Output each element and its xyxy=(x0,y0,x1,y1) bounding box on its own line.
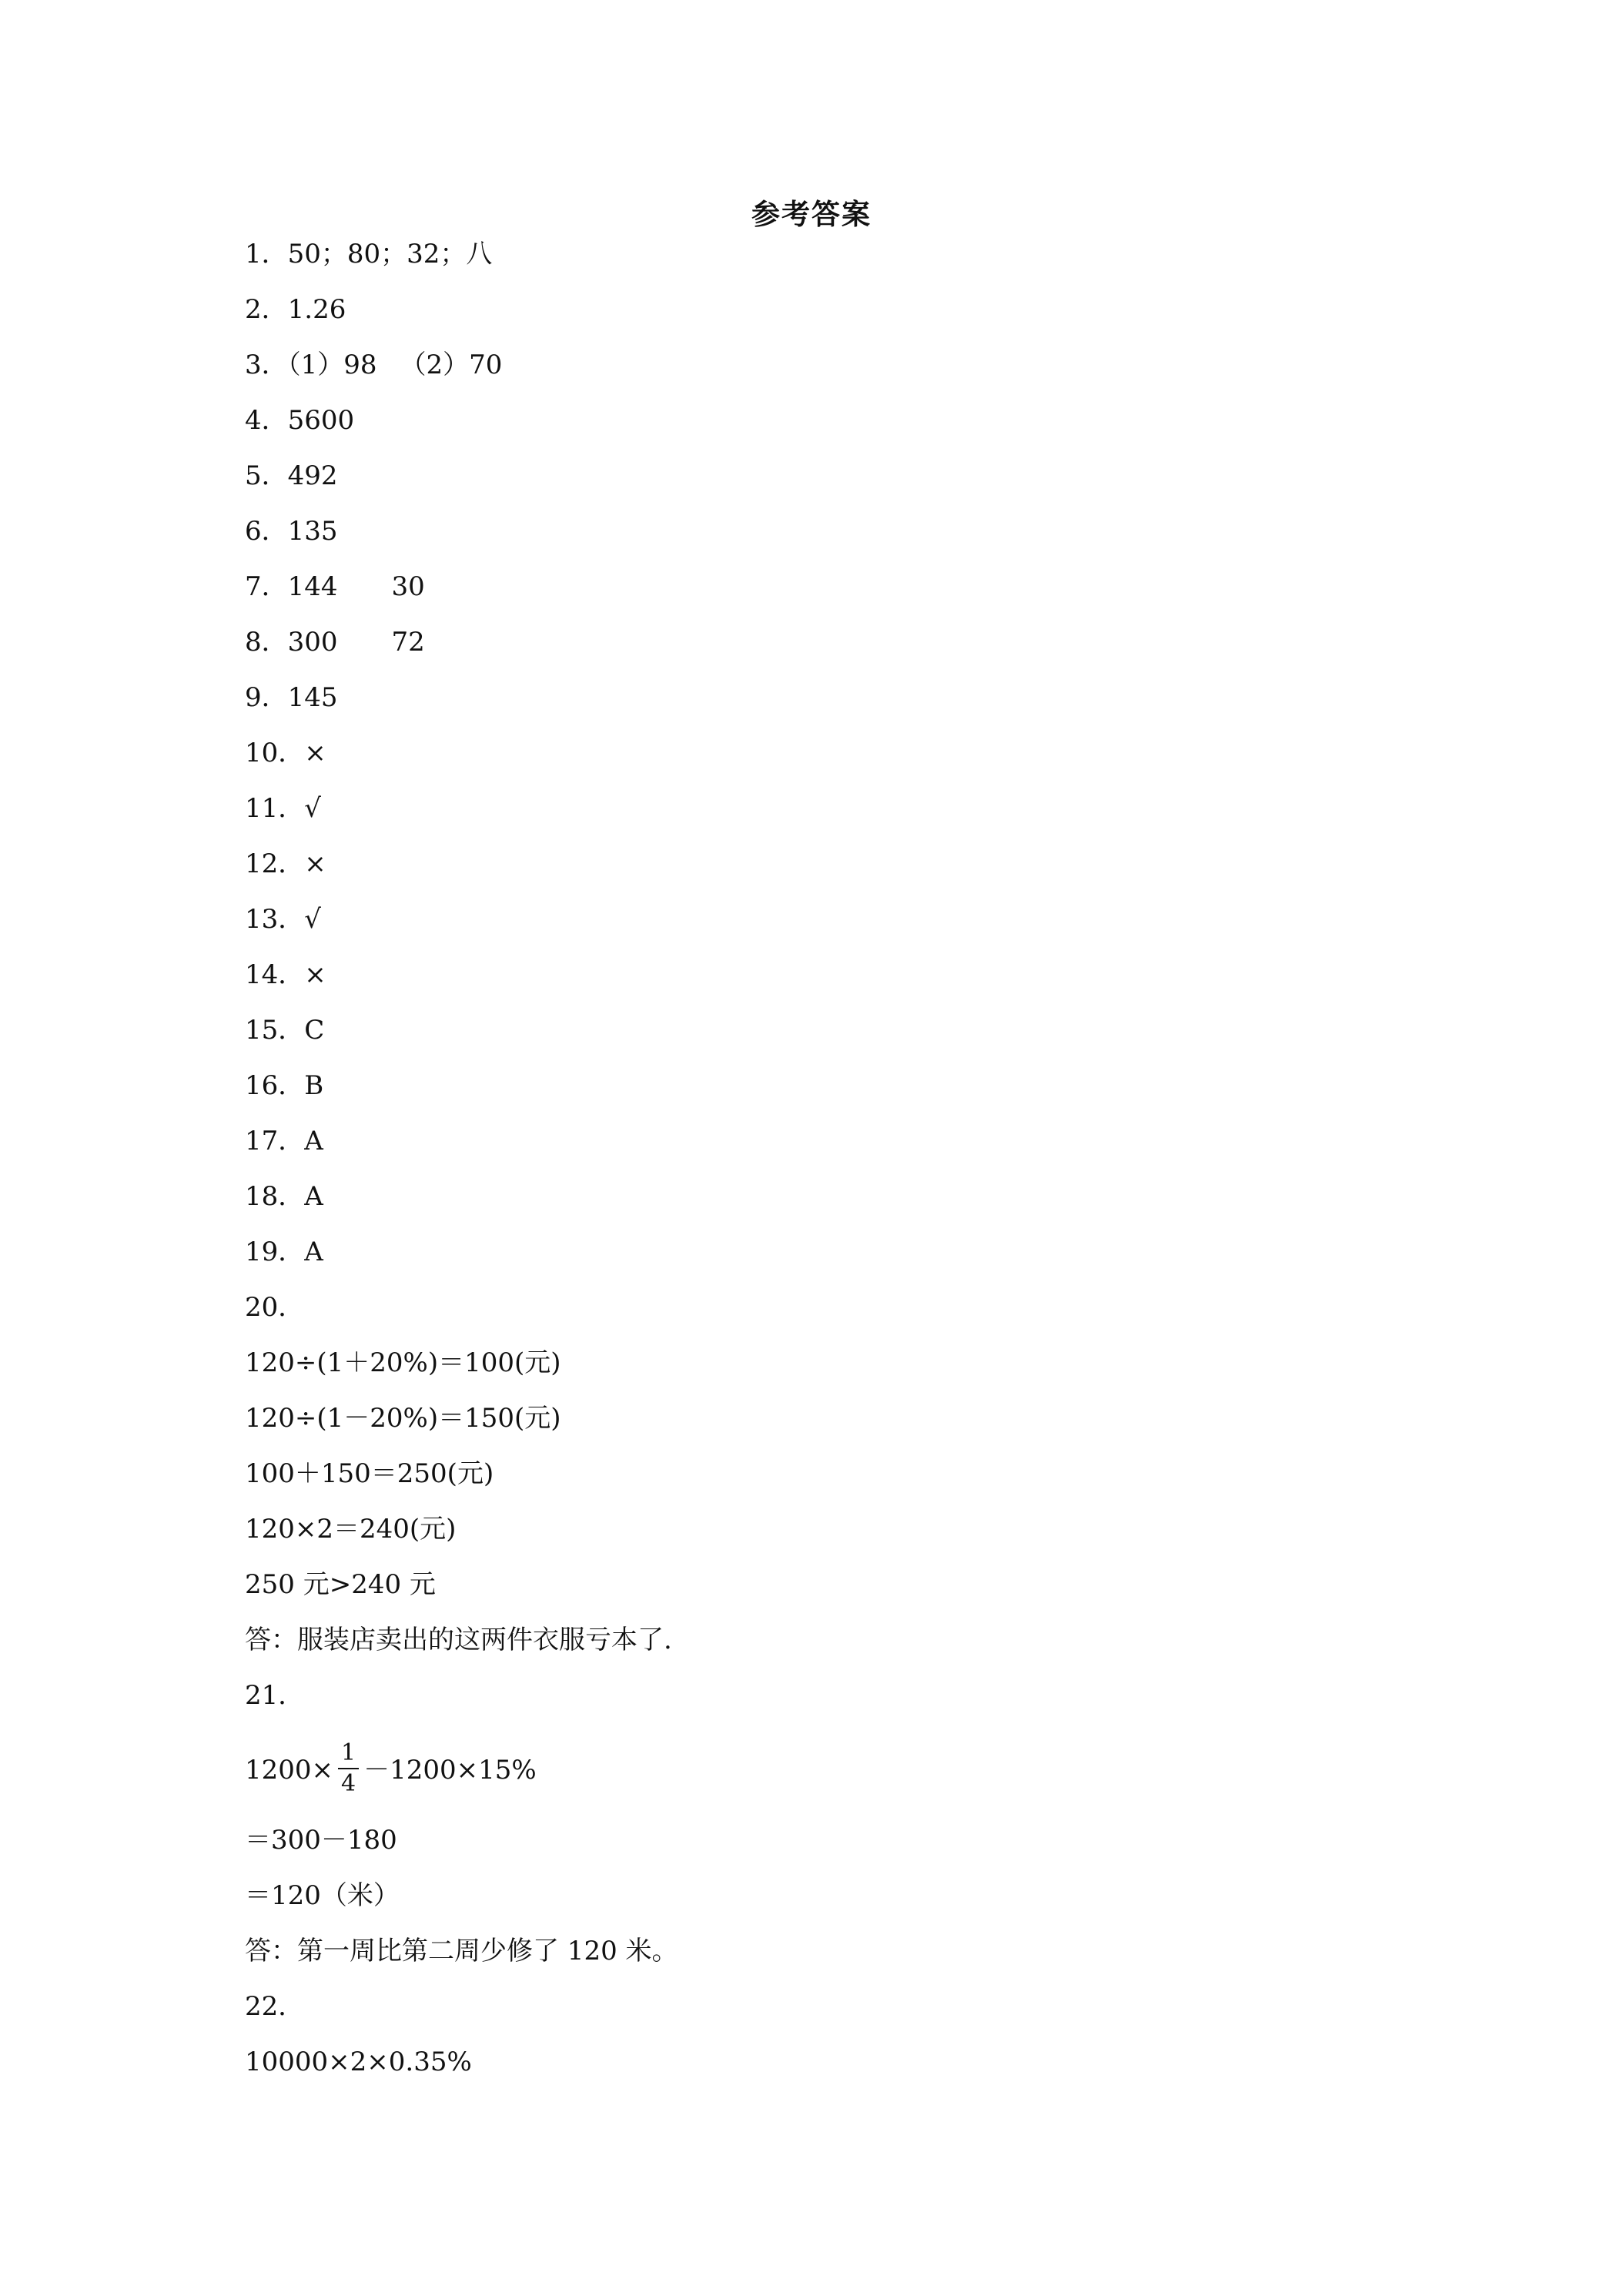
answer-line-6 xyxy=(245,514,338,548)
answer-text: × xyxy=(304,959,326,990)
q21-expr-end: －1200×15% xyxy=(363,1755,537,1786)
answer-text: × xyxy=(304,738,326,768)
fraction-denominator: 4 xyxy=(341,1770,356,1797)
answer-line-12 xyxy=(245,847,326,881)
q20-step-1: 120÷(1＋20%)＝100(元) xyxy=(245,1347,561,1378)
answer-line-17 xyxy=(245,1124,323,1158)
answer-text: A xyxy=(304,1126,323,1156)
answer-text: × xyxy=(304,848,326,879)
answer-part-a: 144 xyxy=(287,571,338,602)
q21-answer: 答：第一周比第二周少修了 120 米。 xyxy=(245,1936,678,1966)
answer-number: 8． xyxy=(245,627,288,658)
q20-step-2: 120÷(1－20%)＝150(元) xyxy=(245,1403,561,1434)
q22-number: 22． xyxy=(245,1991,305,2022)
answer-text: B xyxy=(304,1070,324,1101)
fraction-numerator: 1 xyxy=(338,1739,359,1769)
answer-number: 15． xyxy=(245,1015,305,1046)
answer-number: 16． xyxy=(245,1070,305,1101)
q22-expression: 10000×2×0.35% xyxy=(245,2047,472,2077)
answer-number: 4． xyxy=(245,405,288,436)
answer-number: 3． xyxy=(245,350,288,380)
answer-part-b: 30 xyxy=(391,571,425,602)
answer-part-b: （2）70 xyxy=(400,350,503,380)
answer-text: 1.26 xyxy=(287,294,346,325)
q21-expression xyxy=(245,1739,537,1802)
answer-number: 12． xyxy=(245,848,305,879)
answer-text: 135 xyxy=(287,516,338,547)
answer-text: A xyxy=(304,1237,323,1267)
fraction xyxy=(338,1739,359,1799)
answer-text: 5600 xyxy=(287,405,355,436)
answer-line-14 xyxy=(245,958,326,992)
q20-step-5: 250 元>240 元 xyxy=(245,1569,436,1600)
page-title: 参考答案 xyxy=(751,197,872,231)
answer-number: 9． xyxy=(245,682,288,713)
answer-text: A xyxy=(304,1181,323,1212)
answer-text: C xyxy=(304,1015,325,1046)
answer-text: √ xyxy=(304,904,321,935)
answer-line-15 xyxy=(245,1013,324,1047)
answer-part-b: 72 xyxy=(391,627,425,658)
answer-text: 50；80；32；八 xyxy=(287,239,493,269)
q20-answer: 答：服装店卖出的这两件衣服亏本了. xyxy=(245,1625,672,1655)
q20-number: 20． xyxy=(245,1292,305,1323)
answer-number: 18． xyxy=(245,1181,305,1212)
q20-step-3: 100＋150＝250(元) xyxy=(245,1458,494,1489)
answer-line-1 xyxy=(245,237,492,271)
answer-line-8 xyxy=(245,625,425,659)
answer-text: √ xyxy=(304,793,321,824)
q20-step-4: 120×2＝240(元) xyxy=(245,1514,457,1545)
answer-line-5 xyxy=(245,459,338,493)
answer-number: 6． xyxy=(245,516,288,547)
answer-line-16 xyxy=(245,1069,323,1103)
answer-number: 10． xyxy=(245,738,305,768)
answer-line-10 xyxy=(245,736,326,770)
answer-number: 1． xyxy=(245,239,288,269)
answer-line-2 xyxy=(245,293,346,326)
answer-line-18 xyxy=(245,1180,323,1213)
answer-number: 11． xyxy=(245,793,305,824)
answer-number: 7． xyxy=(245,571,288,602)
answer-line-11 xyxy=(245,792,321,825)
q21-expr-start: 1200× xyxy=(245,1755,334,1786)
answer-number: 19． xyxy=(245,1237,305,1267)
answer-number: 2． xyxy=(245,294,288,325)
answer-line-13 xyxy=(245,902,321,936)
q21-step-2: ＝120（米） xyxy=(245,1880,400,1911)
answer-part-a: 300 xyxy=(287,627,338,658)
answer-number: 5． xyxy=(245,460,288,491)
answer-line-9 xyxy=(245,681,338,715)
answer-number: 14． xyxy=(245,959,305,990)
q21-number: 21． xyxy=(245,1680,305,1711)
answer-line-7 xyxy=(245,570,425,604)
answer-line-19 xyxy=(245,1235,323,1269)
answer-line-3 xyxy=(245,348,502,382)
q21-step-1: ＝300－180 xyxy=(245,1825,397,1856)
answer-text: 492 xyxy=(287,460,338,491)
answer-number: 17． xyxy=(245,1126,305,1156)
answer-number: 13． xyxy=(245,904,305,935)
answer-line-4 xyxy=(245,403,354,437)
answer-text: 145 xyxy=(287,682,338,713)
answer-part-a: （1）98 xyxy=(287,350,377,380)
